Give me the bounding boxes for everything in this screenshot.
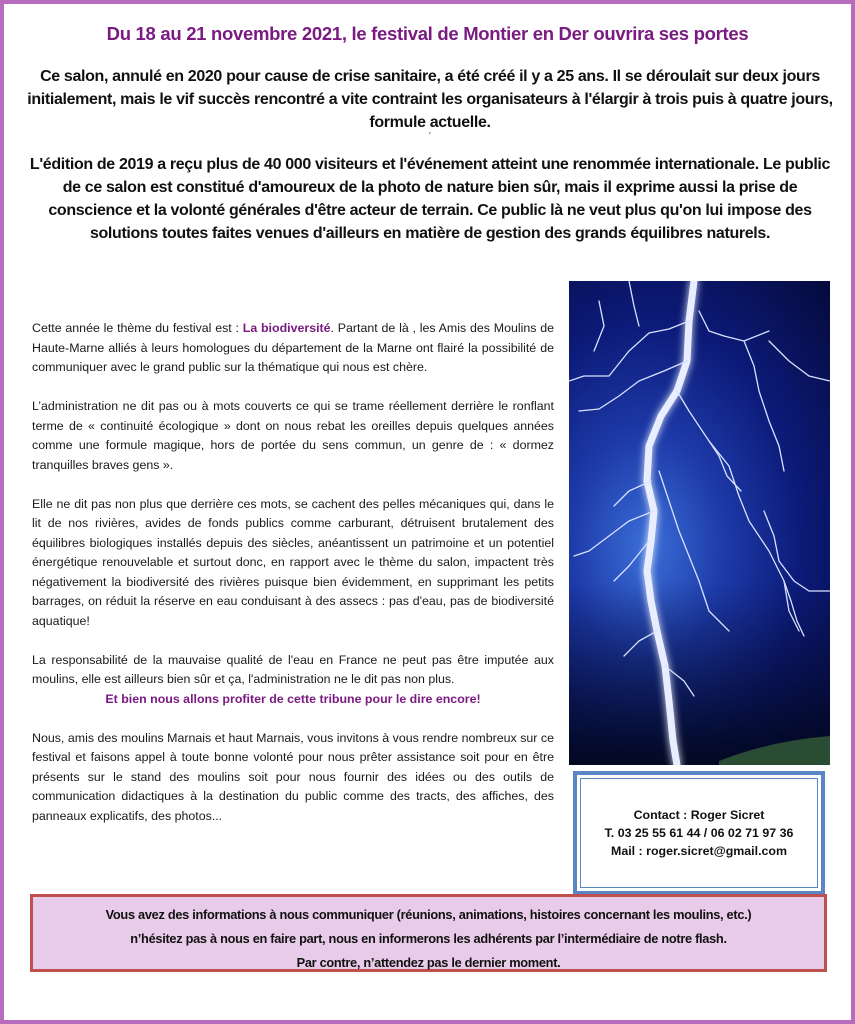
lightning-bolt-image [569,281,830,765]
contact-box-inner [580,778,818,888]
info-box [30,894,827,972]
contact-box [573,771,825,895]
info-line-2: n’hésitez pas à nous en faire part, nous en informerons les adhérents par l’intermédiaire de notre flash. [130,931,727,946]
body-paragraph-theme [32,319,554,378]
article-body [32,319,554,846]
info-line-3: Par contre, n’attendez pas le dernier moment. [296,955,561,970]
contact-name: Contact : Roger Sicret [633,808,765,822]
callout-text: Et bien nous allons profiter de cette tribune pour le dire encore! [105,691,481,706]
theme-intro-text: Cette année le thème du festival est : [32,321,243,335]
contact-phone[interactable]: T. 03 25 55 61 44 / 06 02 71 97 36 [604,826,794,840]
intro-paragraph-2: L'édition de 2019 a reçu plus de 40 000 visiteurs et l'événement atteint une renommée internationale. Le public de ce salon est constitué d'amoureux de la photo de nature bien sûr, mais il exprime aussi la prise de conscience et la volonté générales d'être acteur de terrain. Ce public là ne veut plus qu'on lui impose des solutions toutes faites venues d'ailleurs en matière de gestion des grands équilibres naturels. [29,156,831,242]
page-title: Du 18 au 21 novembre 2021, le festival de Montier en Der ouvrira ses portes [106,23,749,44]
theme-rest-text: . Partant de là , les Amis des Moulins de Haute-Marne alliés à leurs homologues du département de la Marne ont flairé la possibilité de communiquer avec le grand public sur la thématique qui nous est chère. [32,321,555,374]
body-paragraph-responsabilite: La responsabilité de la mauvaise qualité de l'eau en France ne peut pas être imputée aux moulins, elle est ailleurs bien sûr et ça, l'administration ne le dit pas non plus. [32,652,554,686]
body-paragraph-pelles: Elle ne dit pas non plus que derrière ces mots, se cachent des pelles mécaniques qui, dans le lit de nos rivières, avides de fonds publics comme carburant, détruisent brutalement des équilibres biologiques installés depuis des siècles, anéantissent un patrimoine et un potentiel énergétique renouvelable et surtout donc, en rapport avec le thème du salon, impactent très négativement la biodiversité des rivières puisque bien évidemment, en supprimant les petits barrages, on réduit la réserve en eau conduisant à des assecs : pas d'eau, pas de biodiversité aquatique! [32,496,554,628]
lightning-photo [569,281,830,765]
info-line-1: Vous avez des informations à nous communiquer (réunions, animations, histoires concernant les moulins, etc.) [105,907,752,922]
body-paragraph-invitation: Nous, amis des moulins Marnais et haut Marnais, vous invitons à vous rendre nombreux sur ce festival et faisons appel à toute bonne volonté pour nous prêter assistance soit pour en être présents sur le stand des moulins soit pour nous fournir des idées ou des outils de communication didactiques à la destination du public comme des tracts, des affiches, des panneaux explicatifs, des photos... [32,730,554,823]
stray-mark: ˊ [428,132,432,143]
theme-highlight: La biodiversité [242,321,331,335]
contact-email[interactable]: Mail : roger.sicret@gmail.com [611,844,787,858]
body-paragraph-administration: L’administration ne dit pas ou à mots couverts ce qui se trame réellement derrière le ronflant terme de « continuité écologique » dont on nous rebat les oreilles depuis quelques années comme une formule magique, hors de portée du sens commun, un genre de : « dormez tranquilles braves gens ». [32,399,554,472]
intro-paragraph-1: Ce salon, annulé en 2020 pour cause de crise sanitaire, a été créé il y a 25 ans. Il se déroulait sur deux jours initialement, mais le vif succès rencontré a vite contraint les organisateurs à l'élargir à trois puis à quatre jours, formule actuelle. [27,68,833,131]
